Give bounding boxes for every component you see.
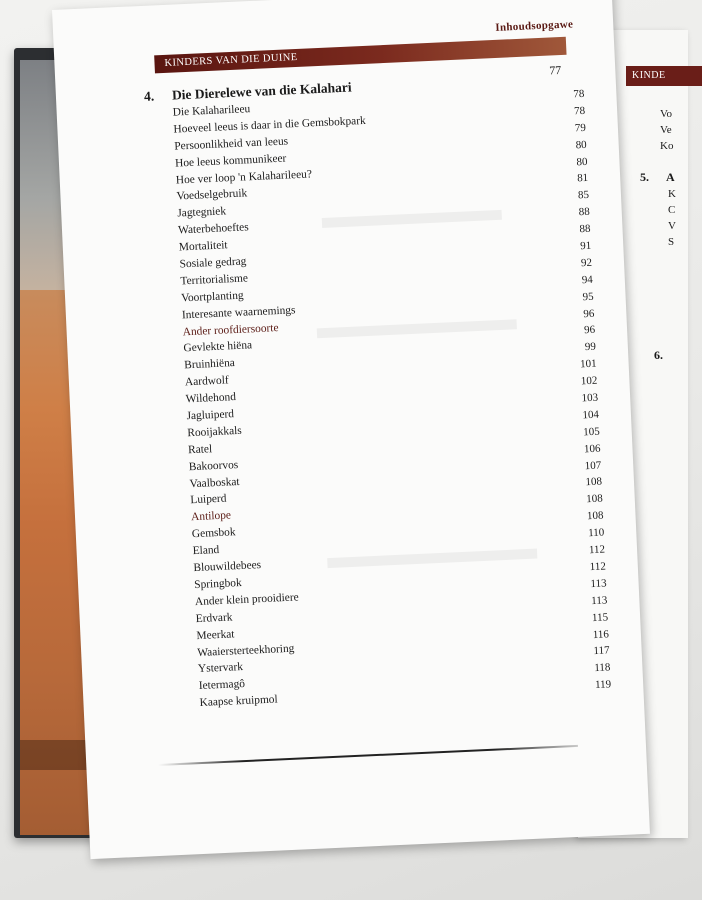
toc-entry-title: Meerkat bbox=[196, 627, 235, 642]
toc-entry-title: Ratel bbox=[187, 443, 213, 457]
facing-page-chapter-number: 6. bbox=[654, 348, 663, 362]
toc-entry-title: Wildehond bbox=[185, 391, 237, 406]
toc-page-number: 81 bbox=[576, 172, 589, 185]
toc-page-number: 101 bbox=[579, 357, 597, 371]
toc-section-title: Antilope bbox=[190, 509, 232, 524]
toc-page-number: 78 bbox=[573, 104, 586, 118]
toc-entry-title: Ietermagô bbox=[198, 678, 246, 693]
toc-entry-title: Interesante waarnemings bbox=[181, 303, 296, 322]
facing-page-chapter-number: 5. bbox=[640, 170, 649, 184]
toc-page-number: 113 bbox=[590, 577, 607, 590]
toc-entry-title: Ystervark bbox=[197, 661, 244, 676]
chapter-number: 4. bbox=[143, 88, 155, 104]
toc-page-number: 108 bbox=[585, 492, 604, 506]
toc-entry-title: Jagluiperd bbox=[186, 408, 235, 423]
toc-entry-title: Die Kalaharileeu bbox=[172, 103, 251, 119]
toc-page-number: 106 bbox=[583, 442, 601, 456]
toc-entry-title: Erdvark bbox=[195, 611, 233, 625]
toc-page-number: 96 bbox=[583, 307, 595, 320]
toc-entry-title: Waaiersterteekhoring bbox=[197, 642, 295, 659]
toc-page-number: 115 bbox=[591, 611, 609, 624]
toc-page-number: 119 bbox=[594, 678, 612, 692]
toc-entry-title: Sosiale gedrag bbox=[179, 255, 247, 271]
facing-page-line: V bbox=[668, 220, 676, 232]
toc-page-number: 95 bbox=[582, 290, 594, 303]
toc-page-number: 104 bbox=[582, 408, 600, 422]
toc-entry-title: Hoe ver loop 'n Kalaharileeu? bbox=[175, 167, 313, 187]
toc-section-title: Ander roofdiersoorte bbox=[182, 321, 279, 338]
facing-page-banner: KINDE bbox=[626, 66, 702, 86]
toc-page-number: 105 bbox=[582, 425, 600, 439]
chapter-title: Die Dierelewe van die Kalahari bbox=[171, 79, 352, 103]
toc-page-number: 112 bbox=[589, 560, 607, 574]
toc-page bbox=[52, 0, 650, 859]
toc-entry-title: Bruinhiëna bbox=[184, 357, 236, 372]
toc-entry-title: Gemsbok bbox=[191, 526, 236, 541]
facing-page-chapter-title: A bbox=[666, 170, 675, 184]
toc-entry-title: Ander klein prooidiere bbox=[194, 591, 299, 608]
toc-entry-title: Rooijakkals bbox=[187, 424, 242, 440]
toc-page-number: 99 bbox=[584, 341, 597, 354]
toc-entry-title: Luiperd bbox=[190, 493, 227, 507]
book-title-banner: KINDERS VAN DIE DUINE bbox=[154, 37, 566, 74]
facing-page-line: Ko bbox=[660, 140, 674, 152]
toc-entry-title: Hoe leeus kommunikeer bbox=[174, 152, 287, 170]
toc-page-number: 94 bbox=[581, 273, 594, 287]
toc-page-number: 96 bbox=[583, 324, 596, 337]
toc-entry-title: Waterbehoeftes bbox=[177, 221, 249, 237]
toc-list bbox=[173, 88, 612, 714]
toc-entry-title: Kaapse kruipmol bbox=[199, 693, 278, 710]
toc-page-number: 110 bbox=[587, 526, 605, 540]
facing-page-line: C bbox=[668, 204, 676, 216]
toc-page-number: 88 bbox=[578, 206, 590, 219]
footer-rule bbox=[158, 745, 578, 766]
toc-page-number: 79 bbox=[574, 121, 587, 135]
toc-entry-title: Territorialisme bbox=[180, 272, 249, 288]
toc-page-number: 108 bbox=[586, 509, 604, 523]
toc-page-number: 80 bbox=[575, 138, 587, 152]
toc-entry-title: Voedselgebruik bbox=[176, 187, 248, 203]
toc-entry-title: Hoeveel leeus is daar in die Gemsbokpark bbox=[173, 114, 366, 136]
toc-entry-title: Persoonlikheid van leeus bbox=[174, 135, 289, 153]
toc-page-number: 102 bbox=[580, 374, 598, 388]
section-header-label: Inhoudsopgawe bbox=[495, 18, 574, 34]
toc-page-number: 112 bbox=[588, 543, 606, 557]
toc-entry-title: Aardwolf bbox=[184, 374, 229, 389]
toc-page-number: 92 bbox=[580, 256, 593, 270]
toc-entry-title: Bakoorvos bbox=[188, 458, 239, 473]
toc-entry-title: Gevlekte hiëna bbox=[183, 339, 253, 355]
toc-page-number: 118 bbox=[594, 661, 611, 675]
toc-page-number: 113 bbox=[590, 594, 608, 607]
toc-page-number: 103 bbox=[581, 391, 599, 405]
toc-entry-title: Vaalboskat bbox=[189, 475, 240, 490]
facing-page-line: Vo bbox=[660, 108, 673, 120]
toc-page-number: 85 bbox=[577, 189, 590, 202]
facing-page-line: K bbox=[668, 188, 676, 200]
facing-page-line: Ve bbox=[660, 124, 672, 136]
toc-entry-title: Voortplanting bbox=[180, 289, 244, 305]
toc-entry-title: Jagtegniek bbox=[177, 205, 227, 220]
toc-page-number: 80 bbox=[576, 155, 588, 168]
facing-page-line: S bbox=[668, 236, 675, 248]
toc-entry-title: Eland bbox=[192, 544, 220, 558]
toc-page-number: 88 bbox=[579, 222, 591, 236]
chapter-page-number: 77 bbox=[548, 62, 562, 78]
toc-page-number: 117 bbox=[593, 644, 610, 658]
toc-entry-title: Mortaliteit bbox=[178, 239, 228, 254]
toc-entry-title: Springbok bbox=[193, 576, 242, 592]
toc-page-number: 107 bbox=[584, 459, 602, 472]
toc-page-number: 116 bbox=[592, 627, 610, 641]
toc-entry-title: Blouwildebees bbox=[193, 559, 262, 575]
toc-page-number: 91 bbox=[579, 239, 592, 253]
toc-page-number: 108 bbox=[585, 476, 603, 489]
toc-page-number: 78 bbox=[573, 87, 585, 101]
